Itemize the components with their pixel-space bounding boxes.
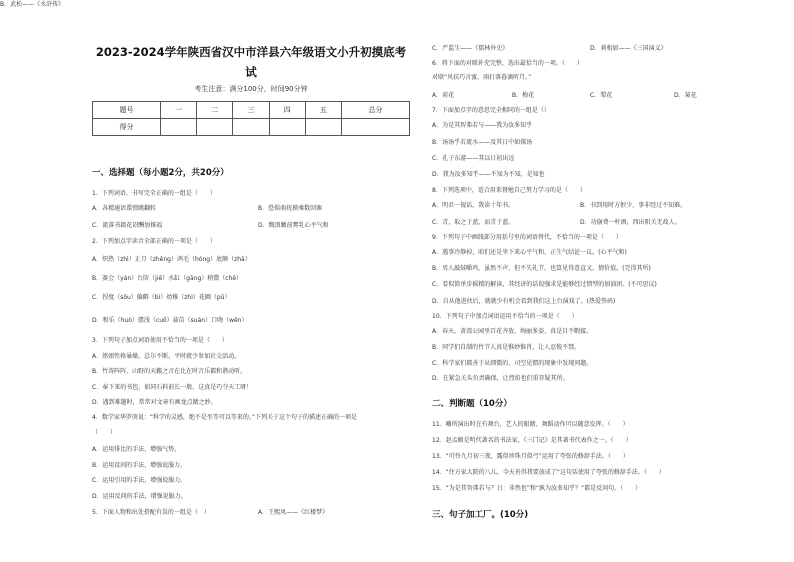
right-line: D．在紧急关头负责确保，让烈焰也们重存疑其所。	[432, 375, 569, 382]
score-row-label: 得分	[93, 119, 161, 136]
left-line: A．炽热（zhì）正月（zhēng）鸿毛（hóng）底颇（zhā）	[92, 256, 251, 263]
right-line: D．菊花	[674, 92, 697, 99]
left-line: 2．下列加点字读音全部正确的一项是（ ）	[92, 238, 216, 245]
left-line: 1．下列词语，书写完全正确的一组是（ ）	[92, 190, 216, 197]
right-line: A．春天，黄湾公园里百花齐放，绚丽多姿，真是目不暇接。	[432, 328, 593, 335]
score-cell	[197, 119, 233, 136]
score-cell	[305, 119, 341, 136]
left-line: D．遇到难题时，常常对文章有画龙点睛之妙。	[92, 399, 217, 406]
right-line: D．功崩费一杆酒，西出阳关无故人。	[580, 219, 681, 226]
right-line: 15．“为是其智弗若与？日：非然也”和“孰为汝多知乎？”都是反问句。（ ）	[432, 485, 642, 492]
score-header-cell: 三	[233, 102, 269, 119]
left-line: 3．下列句子加点词语使用不恰当的一项是（ ）	[92, 337, 228, 344]
left-line: 4．数学家华罗庚说：“科学的灵感，绝不是坐等可以等来的。”下列关于这个句子的描述正确的一项是	[92, 414, 358, 421]
score-header-cell: 一	[160, 102, 196, 119]
left-line: A．王熙凤——《红楼梦》	[258, 509, 329, 516]
left-line: 5．下面人物和出处搭配有误的一组是（ ）	[92, 509, 210, 516]
right-line: 10．下列句子中加点词语运用不恰当的一项是（ ）	[432, 313, 578, 320]
score-cell	[160, 119, 196, 136]
right-line: B．书到用时方恨少，事非经过不知难。	[580, 202, 687, 209]
right-line: B．梅花	[512, 92, 535, 99]
left-line: A．运用排比的手法，增强气势。	[92, 446, 181, 453]
score-header-cell: 四	[269, 102, 305, 119]
score-header-cell: 总分	[342, 102, 410, 119]
section-heading-sentence: 三、句子加工厂。(10分)	[432, 510, 529, 520]
left-line: B．赛会（yán）台阶（jiē）水缸（gāng）稍微（chē）	[92, 275, 243, 282]
left-line: D．和乐（huò）摆浅（cuō）蒜苗（suàn）口吻（wěn）	[92, 317, 248, 324]
right-line: 13．“可怜九月初三夜，露似珍珠月似弓”运用了夸张的修辞手法。（ ）	[432, 453, 629, 460]
left-line: C．运用引用的手法，增强说服力。	[92, 477, 187, 484]
right-line: A．明君一视话，我读十年书。	[432, 202, 515, 209]
right-line: 12．赵孟頫是明代著名的书法家，《三门记》是其著书代表作之一。（ ）	[432, 437, 632, 444]
left-line: B．运用设问的手法，增强说服力。	[92, 462, 187, 469]
right-line: 9．下列句子中画线部分用括号里的词语替代，不恰当的一项是（ ）	[432, 234, 622, 241]
right-line: C．严监生——《儒林外史》	[432, 45, 509, 52]
left-line: B．武松——《水浒传》	[0, 1, 65, 8]
right-line: 7．下面加点字的意思完全相同的一组是（）	[432, 107, 550, 114]
left-line: A．姐姐性格暴燥，总尔不断，平时就少参加社交活动。	[92, 353, 241, 360]
left-line: D．慨浪瞰前霄乳心平气和	[258, 222, 329, 229]
score-table-header-row	[93, 102, 410, 119]
left-line: C．奉下来的书包，如同石料前长一般，这真是巧夺天工呀！	[92, 384, 253, 391]
score-cell	[269, 119, 305, 136]
left-line: D．运用反问的手法，增强说服力。	[92, 493, 187, 500]
left-line: B．恐惧萌抚摸乘数回寨	[258, 205, 323, 212]
right-line: 对联“风扶巧言蜜，雨打落暮滴听月。”	[432, 74, 532, 81]
right-line: 14．“住方家大院的八儿，今天善得我要放成了”这句话使用了夸张的修辞手法。（ ）	[432, 469, 665, 476]
score-header-cell: 题号	[93, 102, 161, 119]
right-line: B．汤汤乎若流水——及其日中如探汤	[432, 139, 533, 146]
right-line: A．遇事冷静掉，咱们还是坐下来心平气和，正生气结论一议。(心平气和)	[432, 249, 627, 256]
right-line: A．荷花	[432, 92, 455, 99]
right-line: D．莉相如——《三国演义》	[590, 45, 667, 52]
right-line: C．孔子东游——其以日初出远	[432, 155, 515, 162]
right-line: 11．雕所演出时在有舞台，艺人的眼睛、舞蹈动作可以随意发挥。（ ）	[432, 421, 629, 428]
right-line: B．男人敲鼓嚼鸡，虽然不声，但不失礼节，也算见得意直又，情价值。(完得其所)	[432, 265, 651, 272]
right-line: C．梨花	[590, 92, 613, 99]
title-line-2: 试	[245, 65, 257, 79]
title-line-1: 2023-2024学年陕西省汉中市洋县六年级语文小升初摸底考	[95, 45, 407, 59]
score-cell	[342, 119, 410, 136]
section-heading-judge: 二、判断题（10分）	[432, 399, 512, 409]
right-line: D．我为汝多知乎——不知为不知，是知也	[432, 171, 545, 178]
score-cell	[233, 119, 269, 136]
right-line: C．科学家们都善于从细微的、司空见惯的现象中发现问题。	[432, 360, 593, 367]
right-line: 6．将下面的对联补充完整，选出最恰当的一项。（ ）	[432, 60, 583, 67]
exam-title	[92, 42, 410, 82]
left-line: A．各精通语谍弹跳翻转	[92, 205, 157, 212]
left-line: C．流落书籍花诏酬加推福	[92, 222, 163, 229]
left-line: C．捏度（sōu）偏僻（bì）幼稚（zhì）花圃（pǔ）	[92, 294, 231, 301]
exam-notice: 考生注意：满分100分，时间90分钟	[194, 85, 308, 93]
score-header-cell: 五	[305, 102, 341, 119]
right-line: B．同学们自制的竹节人真是惟妙惟肖，让人忍俊不禁。	[432, 344, 581, 351]
left-line: （ ）	[92, 429, 117, 436]
left-line: B．竹涛阵阵，山野的天籁之音在比在时音乐都和谐动听。	[92, 368, 247, 375]
score-header-cell: 二	[197, 102, 233, 119]
section-heading-choice: 一、选择题（每小题2分，共20分）	[92, 168, 229, 178]
right-line: C．青，取之于蓝，而青于蓝。	[432, 219, 515, 226]
score-table-score-row	[93, 119, 410, 136]
score-table	[92, 101, 410, 136]
right-line: A．为是其智弗若与——我为汝多知乎	[432, 122, 533, 129]
right-line: C．看似简单步摇精的解读，其经济的话很强求是能够经过情型的加油团。(不可思议)	[432, 281, 657, 288]
right-line: D．自从他进伙后，就就少有机会看到我们这上台演戏了。(热爱签码)	[432, 298, 616, 305]
right-line: 8．下列选项中，适合用来督勉自己努力学习的是（ ）	[432, 187, 586, 194]
